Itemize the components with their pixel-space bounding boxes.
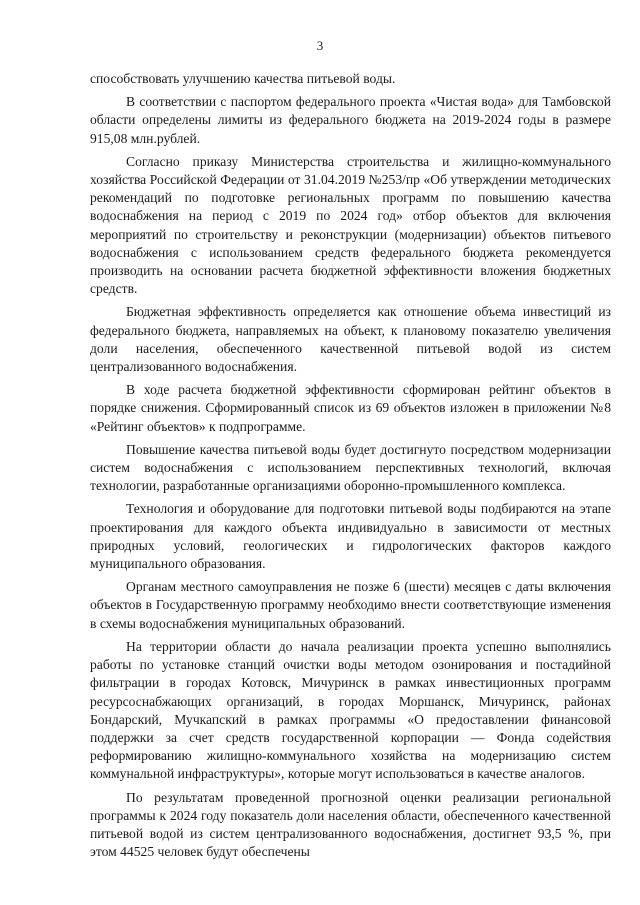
paragraph-10: По результатам проведенной прогнозной оценки реализации региональной программы к 2024 году показатель доли населения области, обеспеченного качественной питьевой водой из систем централизованного водоснабжения, достигнет 93,5 %, при этом 44525 человек будут обеспечены [90,789,611,860]
paragraph-8: Органам местного самоуправления не позже 6 (шести) месяцев с даты включения объектов в Государственную программу необходимо внести соответствующие изменения в схемы водоснабжения муниципальных образований. [90,579,611,631]
paragraph-1: способствовать улучшению качества питьевой воды. [90,71,396,86]
document-body [90,70,611,861]
paragraph-9: На территории области до начала реализации проекта успешно выполнялись работы по установке станций очистки воды методом озонирования и постадийной фильтрации в городах Котовск, Мичуринск в рамках инвестиционных программ ресурсоснабжающих организаций, в городах Моршанск, Мичуринск, районах Бондарский, Мучкапский в рамках программы «О предоставлении финансовой поддержки за счет средств государственной корпорации — Фонда содействия реформированию жилищно-коммунального хозяйства на модернизацию систем коммунальной инфраструктуры», которые могут использоваться в качестве аналогов. [90,638,611,782]
paragraph-3: Согласно приказу Министерства строительства и жилищно-коммунального хозяйства Российской Федерации от 31.04.2019 №253/пр «Об утверждении методических рекомендаций по подготовке региональных программ по повышению качества водоснабжения на период с 2019 по 2024 год» отбор объектов для включения мероприятий по строительству и реконструкции (модернизации) объектов питьевого водоснабжения с использованием средств федерального бюджета рекомендуется производить на основании расчета бюджетной эффективности вложения бюджетных средств. [90,153,611,297]
paragraph-7: Технология и оборудование для подготовки питьевой воды подбираются на этапе проектирования для каждого объекта индивидуально в зависимости от местных природных условий, геологических и гидрологических факторов каждого муниципального образования. [90,501,611,572]
paragraph-2: В соответствии с паспортом федерального проекта «Чистая вода» для Тамбовской области определены лимиты из федерального бюджета на 2019-2024 годы в размере 915,08 млн.рублей. [90,94,611,146]
page-number: 3 [316,38,324,53]
paragraph-6: Повышение качества питьевой воды будет достигнуто посредством модернизации систем водоснабжения с использованием перспективных технологий, включая технологии, разработанные организациями оборонно-промышленного комплекса. [90,441,611,494]
paragraph-4: Бюджетная эффективность определяется как отношение объема инвестиций из федерального бюджета, направляемых на объект, к плановому показателю увеличения доли населения, обеспеченного качественной питьевой водой из систем централизованного водоснабжения. [90,304,611,375]
paragraph-5: В ходе расчета бюджетной эффективности сформирован рейтинг объектов в порядке снижения. Сформированный список из 69 объектов изложен в приложении №8 «Рейтинг объектов» к подпрограмме. [90,382,611,434]
